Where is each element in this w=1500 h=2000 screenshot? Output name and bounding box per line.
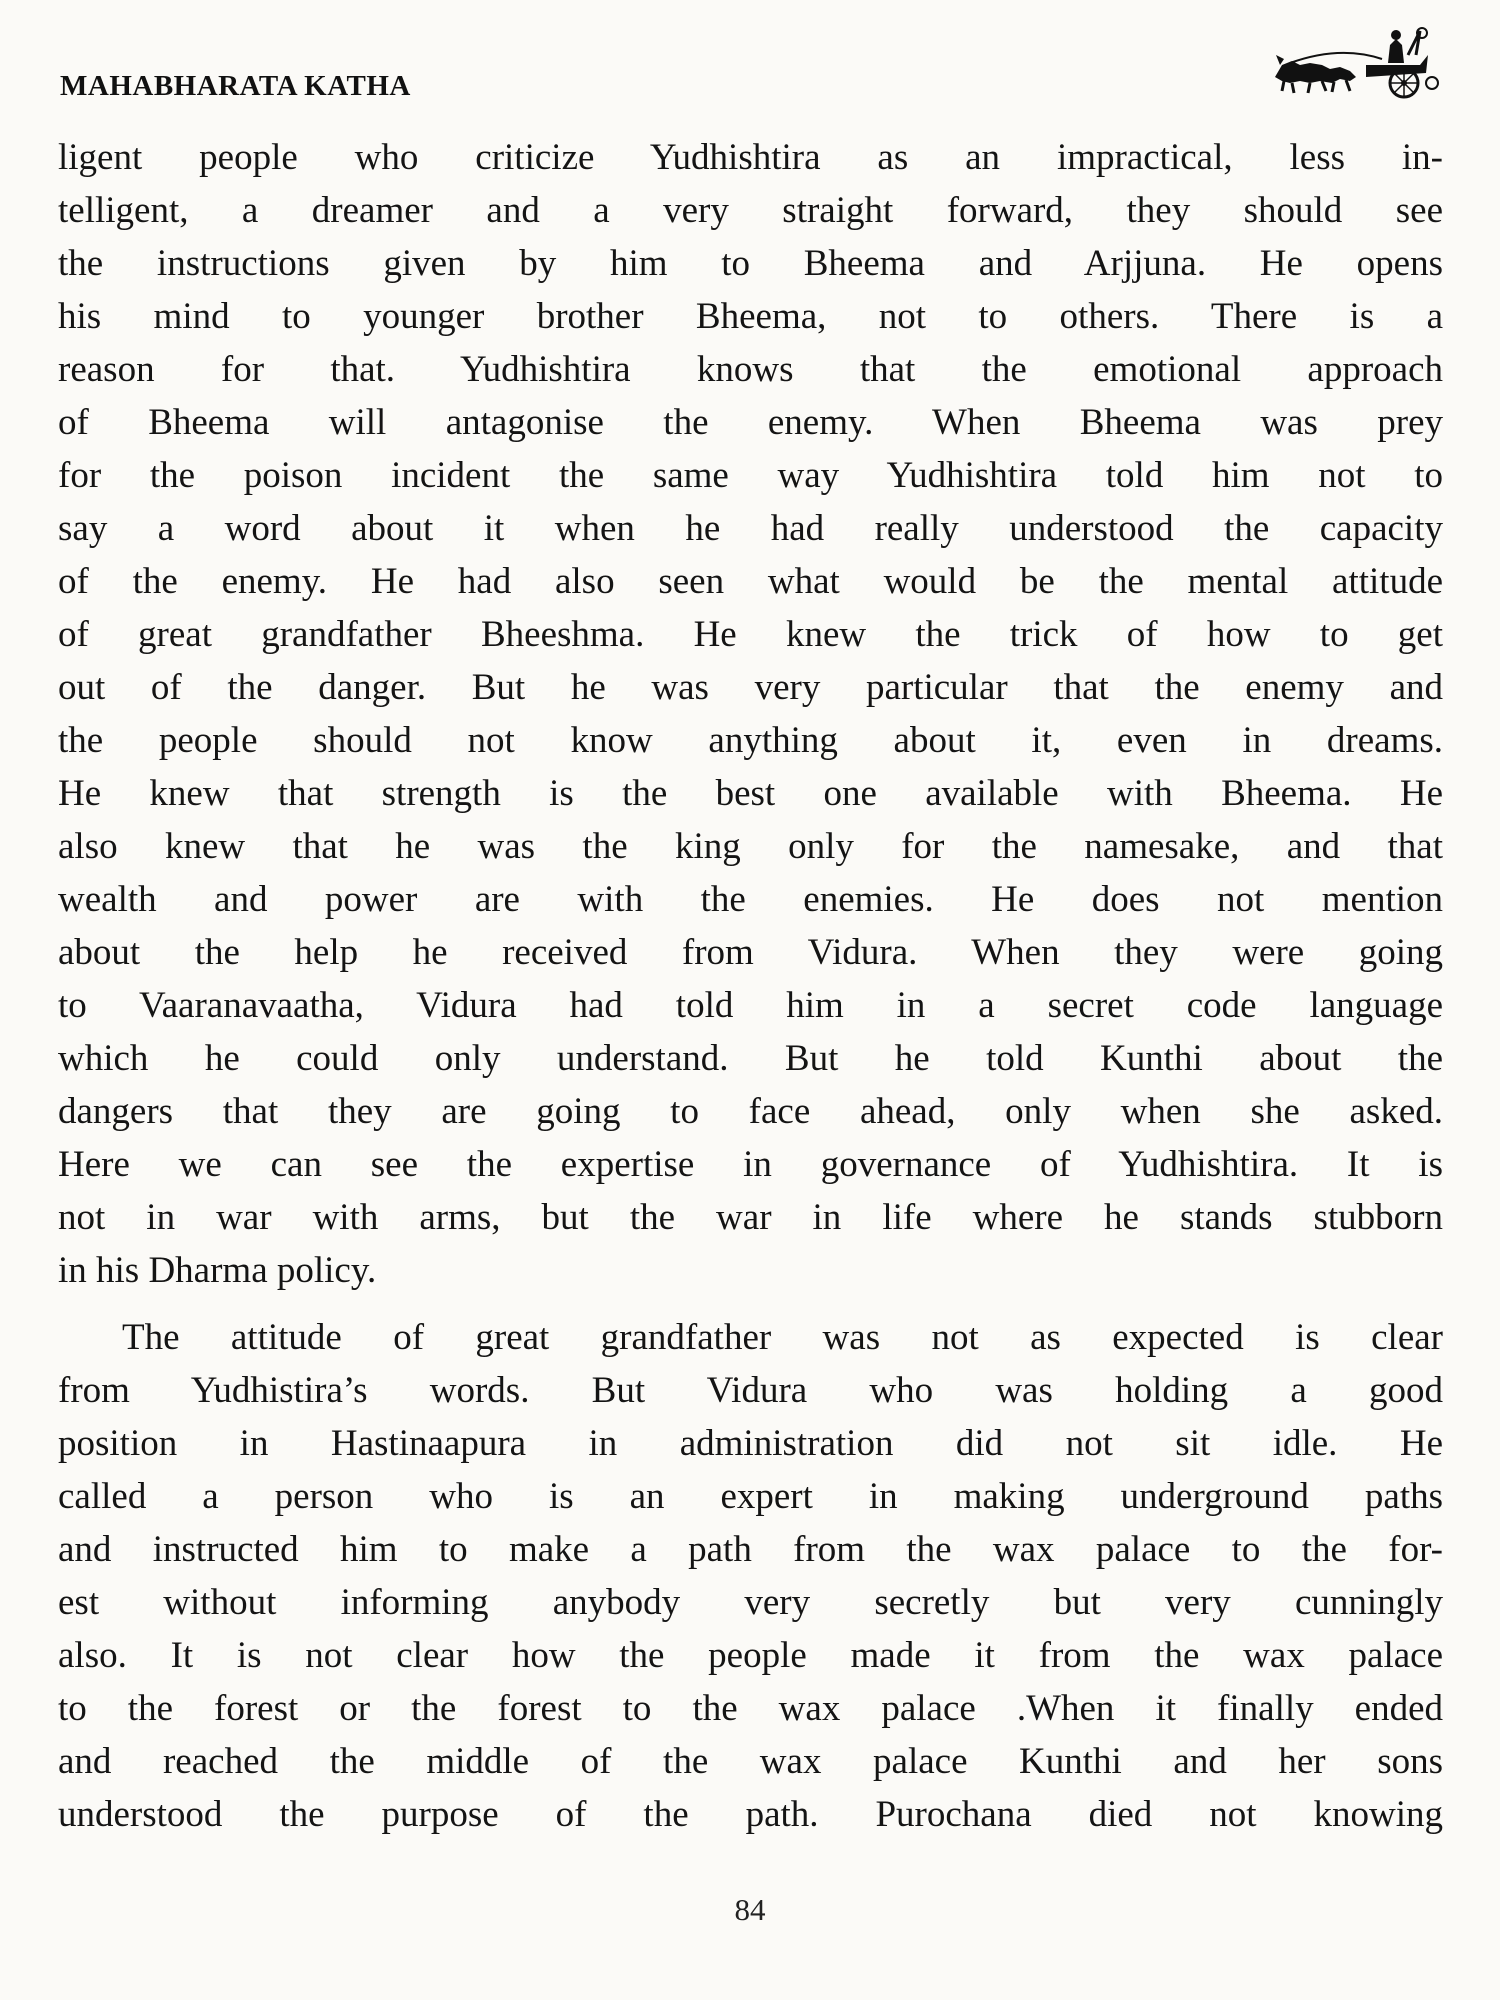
text-line: understood the purpose of the path. Purochana died not knowing [58, 1794, 1443, 1835]
text-line: wealth and power are with the enemies. He does not mention [58, 879, 1443, 920]
text-line: of great grandfather Bheeshma. He knew the trick of how to get [58, 614, 1443, 655]
text-line: telligent, a dreamer and a very straight forward, they should see [58, 190, 1443, 231]
text-line: the instructions given by him to Bheema and Arjjuna. He opens [58, 243, 1443, 284]
paragraph-1 [58, 131, 1443, 1297]
text-line: reason for that. Yudhishtira knows that the emotional approach [58, 349, 1443, 390]
body-text [58, 131, 1443, 1841]
running-title: MAHABHARATA KATHA [60, 70, 411, 102]
text-line: in his Dharma policy. [58, 1250, 377, 1291]
text-line: for the poison incident the same way Yudhishtira told him not to [58, 455, 1443, 496]
text-line: of the enemy. He had also seen what would be the mental attitude [58, 561, 1443, 602]
chariot-icon [1270, 25, 1440, 105]
text-line: and instructed him to make a path from the wax palace to the for- [58, 1529, 1443, 1570]
text-line: not in war with arms, but the war in life where he stands stubborn [58, 1197, 1443, 1238]
text-line: the people should not know anything about it, even in dreams. [58, 720, 1443, 761]
text-line: also knew that he was the king only for the namesake, and that [58, 826, 1443, 867]
text-line: also. It is not clear how the people made it from the wax palace [58, 1635, 1443, 1676]
text-line: to the forest or the forest to the wax palace .When it finally ended [58, 1688, 1443, 1729]
text-line: to Vaaranavaatha, Vidura had told him in a secret code language [58, 985, 1443, 1026]
text-line: ligent people who criticize Yudhishtira as an impractical, less in- [58, 137, 1443, 178]
text-line: He knew that strength is the best one available with Bheema. He [58, 773, 1443, 814]
text-line: say a word about it when he had really understood the capacity [58, 508, 1443, 549]
text-line: dangers that they are going to face ahead, only when she asked. [58, 1091, 1443, 1132]
text-line: Here we can see the expertise in governance of Yudhishtira. It is [58, 1144, 1443, 1185]
page-number: 84 [734, 1892, 766, 1927]
text-line: position in Hastinaapura in administration did not sit idle. He [58, 1423, 1443, 1464]
text-line: his mind to younger brother Bheema, not to others. There is a [58, 296, 1443, 337]
text-line: out of the danger. But he was very particular that the enemy and [58, 667, 1443, 708]
bleed-through-shadow [1050, 80, 1060, 114]
text-line: which he could only understand. But he told Kunthi about the [58, 1038, 1443, 1079]
text-line: of Bheema will antagonise the enemy. When Bheema was prey [58, 402, 1443, 443]
text-line: about the help he received from Vidura. When they were going [58, 932, 1443, 973]
text-line: and reached the middle of the wax palace Kunthi and her sons [58, 1741, 1443, 1782]
text-line: called a person who is an expert in making underground paths [58, 1476, 1443, 1517]
text-line: from Yudhistira’s words. But Vidura who was holding a good [58, 1370, 1443, 1411]
text-line: est without informing anybody very secretly but very cunningly [58, 1582, 1443, 1623]
text-line: The attitude of great grandfather was not as expected is clear [122, 1317, 1443, 1358]
paragraph-2 [58, 1311, 1443, 1841]
